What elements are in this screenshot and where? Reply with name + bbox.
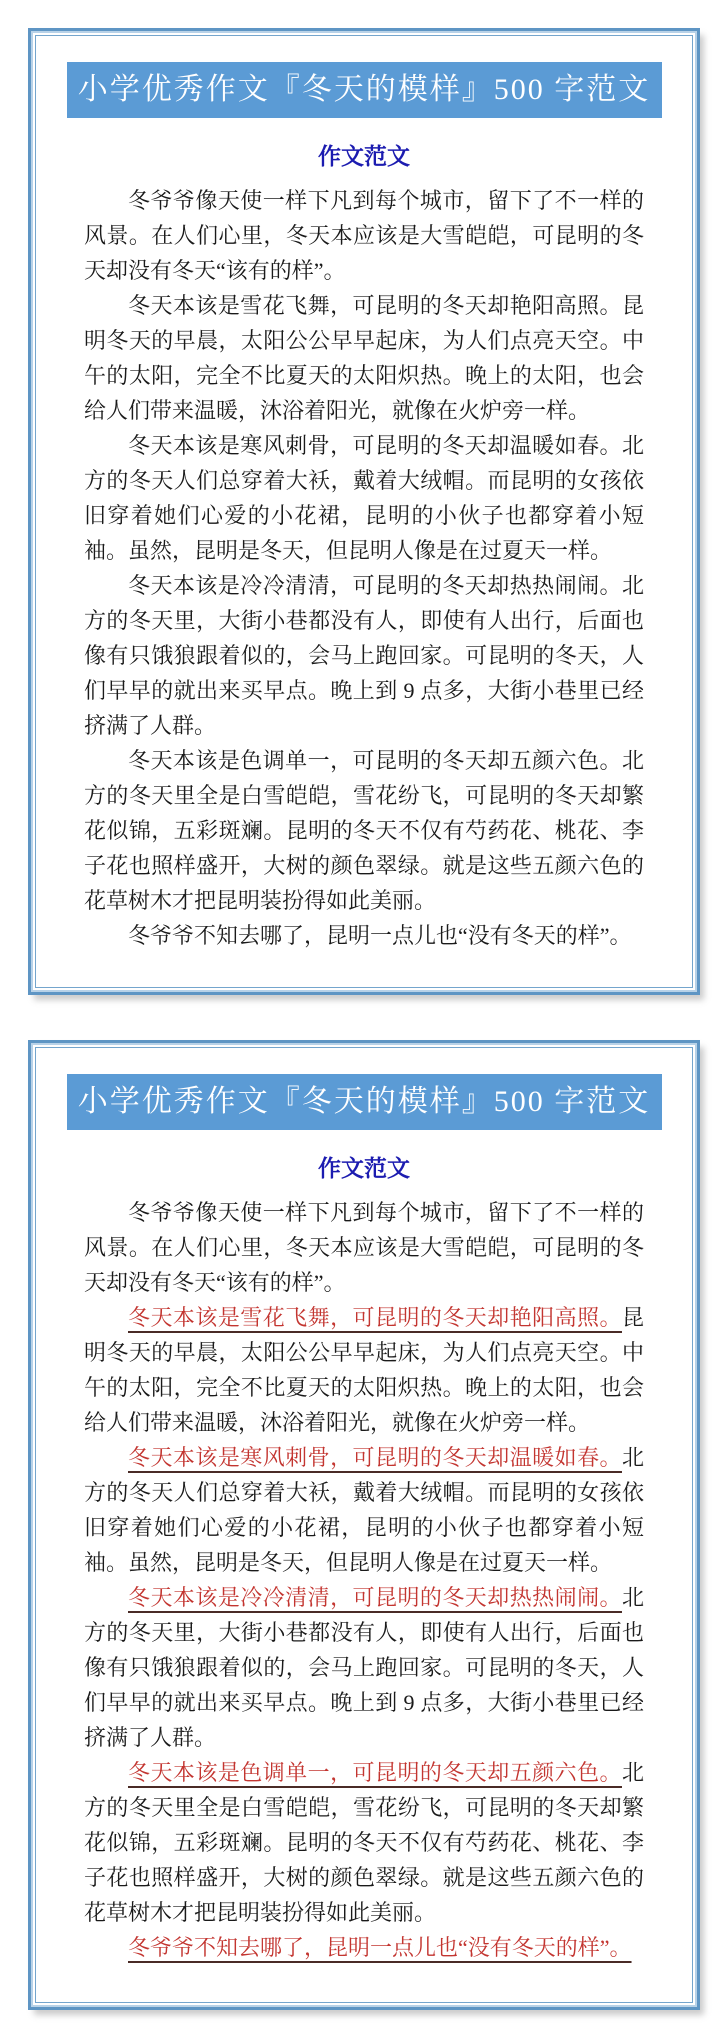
paragraph-text: 冬爷爷像天使一样下凡到每个城市，留下了不一样的风景。在人们心里，冬天本应该是大雪皑皑，可昆明的冬天却没有冬天“该有的样”。	[84, 1200, 644, 1295]
essay-paragraph	[84, 918, 644, 953]
paragraph-text: 北方的冬天里，大街小巷都没有人，即使有人出行，后面也像有只饿狼跟着似的，会马上跑回家。可昆明的冬天，人们早早的就出来买早点。晚上到 9 点多，大街小巷里已经挤满了人群。	[84, 573, 644, 738]
essay-body	[84, 1195, 644, 1965]
essay-paragraph	[84, 568, 644, 743]
topic-sentence: 冬天本该是色调单一，可昆明的冬天却五颜六色。	[128, 748, 622, 773]
topic-sentence-highlighted: 冬天本该是冷冷清清，可昆明的冬天却热热闹闹。	[128, 1585, 622, 1610]
subtitle-heading: 作文范文	[318, 143, 410, 169]
topic-sentence: 冬爷爷不知去哪了，昆明一点儿也“没有冬天的样”。	[128, 923, 632, 948]
paragraph-text: 北方的冬天人们总穿着大袄，戴着大绒帽。而昆明的女孩依旧穿着她们心爱的小花裙，昆明的小伙子也都穿着小短袖。虽然，昆明是冬天，但昆明人像是在过夏天一样。	[84, 433, 644, 563]
essay-paragraph	[84, 1440, 644, 1580]
topic-sentence-highlighted: 冬天本该是色调单一，可昆明的冬天却五颜六色。	[128, 1760, 622, 1785]
paragraph-text: 昆明冬天的早晨，太阳公公早早起床，为人们点亮天空。中午的太阳，完全不比夏天的太阳炽热。晚上的太阳，也会给人们带来温暖，沐浴着阳光，就像在火炉旁一样。	[84, 293, 644, 423]
essay-paragraph	[84, 1580, 644, 1755]
essay-paragraph	[84, 1755, 644, 1930]
topic-sentence: 冬天本该是雪花飞舞，可昆明的冬天却艳阳高照。	[128, 293, 622, 318]
paragraph-text: 冬爷爷像天使一样下凡到每个城市，留下了不一样的风景。在人们心里，冬天本应该是大雪皑皑，可昆明的冬天却没有冬天“该有的样”。	[84, 188, 644, 283]
topic-sentence: 冬天本该是冷冷清清，可昆明的冬天却热热闹闹。	[128, 573, 622, 598]
essay-body	[84, 183, 644, 953]
essay-paragraph	[84, 183, 644, 288]
subtitle-heading: 作文范文	[318, 1155, 410, 1181]
paragraph-text: 北方的冬天人们总穿着大袄，戴着大绒帽。而昆明的女孩依旧穿着她们心爱的小花裙，昆明的小伙子也都穿着小短袖。虽然，昆明是冬天，但昆明人像是在过夏天一样。	[84, 1445, 644, 1575]
essay-paragraph	[84, 1930, 644, 1965]
topic-sentence-highlighted: 冬爷爷不知去哪了，昆明一点儿也“没有冬天的样”。	[128, 1935, 632, 1960]
essay-paragraph	[84, 1195, 644, 1300]
essay-card-annotated	[35, 1047, 693, 2003]
title-banner: 小学优秀作文『冬天的模样』500 字范文	[67, 62, 662, 118]
essay-paragraph	[84, 428, 644, 568]
essay-paragraph	[84, 1300, 644, 1440]
paragraph-text: 昆明冬天的早晨，太阳公公早早起床，为人们点亮天空。中午的太阳，完全不比夏天的太阳炽热。晚上的太阳，也会给人们带来温暖，沐浴着阳光，就像在火炉旁一样。	[84, 1305, 644, 1435]
paragraph-text: 北方的冬天里，大街小巷都没有人，即使有人出行，后面也像有只饿狼跟着似的，会马上跑回家。可昆明的冬天，人们早早的就出来买早点。晚上到 9 点多，大街小巷里已经挤满了人群。	[84, 1585, 644, 1750]
title-banner: 小学优秀作文『冬天的模样』500 字范文	[67, 1074, 662, 1130]
topic-sentence-highlighted: 冬天本该是雪花飞舞，可昆明的冬天却艳阳高照。	[128, 1305, 622, 1330]
essay-paragraph	[84, 743, 644, 918]
paragraph-text: 北方的冬天里全是白雪皑皑，雪花纷飞，可昆明的冬天却繁花似锦，五彩斑斓。昆明的冬天不仅有芍药花、桃花、李子花也照样盛开，大树的颜色翠绿。就是这些五颜六色的花草树木才把昆明装扮得如此美丽。	[84, 1760, 644, 1925]
essay-paragraph	[84, 288, 644, 428]
paragraph-text: 北方的冬天里全是白雪皑皑，雪花纷飞，可昆明的冬天却繁花似锦，五彩斑斓。昆明的冬天不仅有芍药花、桃花、李子花也照样盛开，大树的颜色翠绿。就是这些五颜六色的花草树木才把昆明装扮得如此美丽。	[84, 748, 644, 913]
topic-sentence: 冬天本该是寒风刺骨，可昆明的冬天却温暖如春。	[128, 433, 622, 458]
essay-card-plain	[35, 35, 693, 988]
topic-sentence-highlighted: 冬天本该是寒风刺骨，可昆明的冬天却温暖如春。	[128, 1445, 622, 1470]
